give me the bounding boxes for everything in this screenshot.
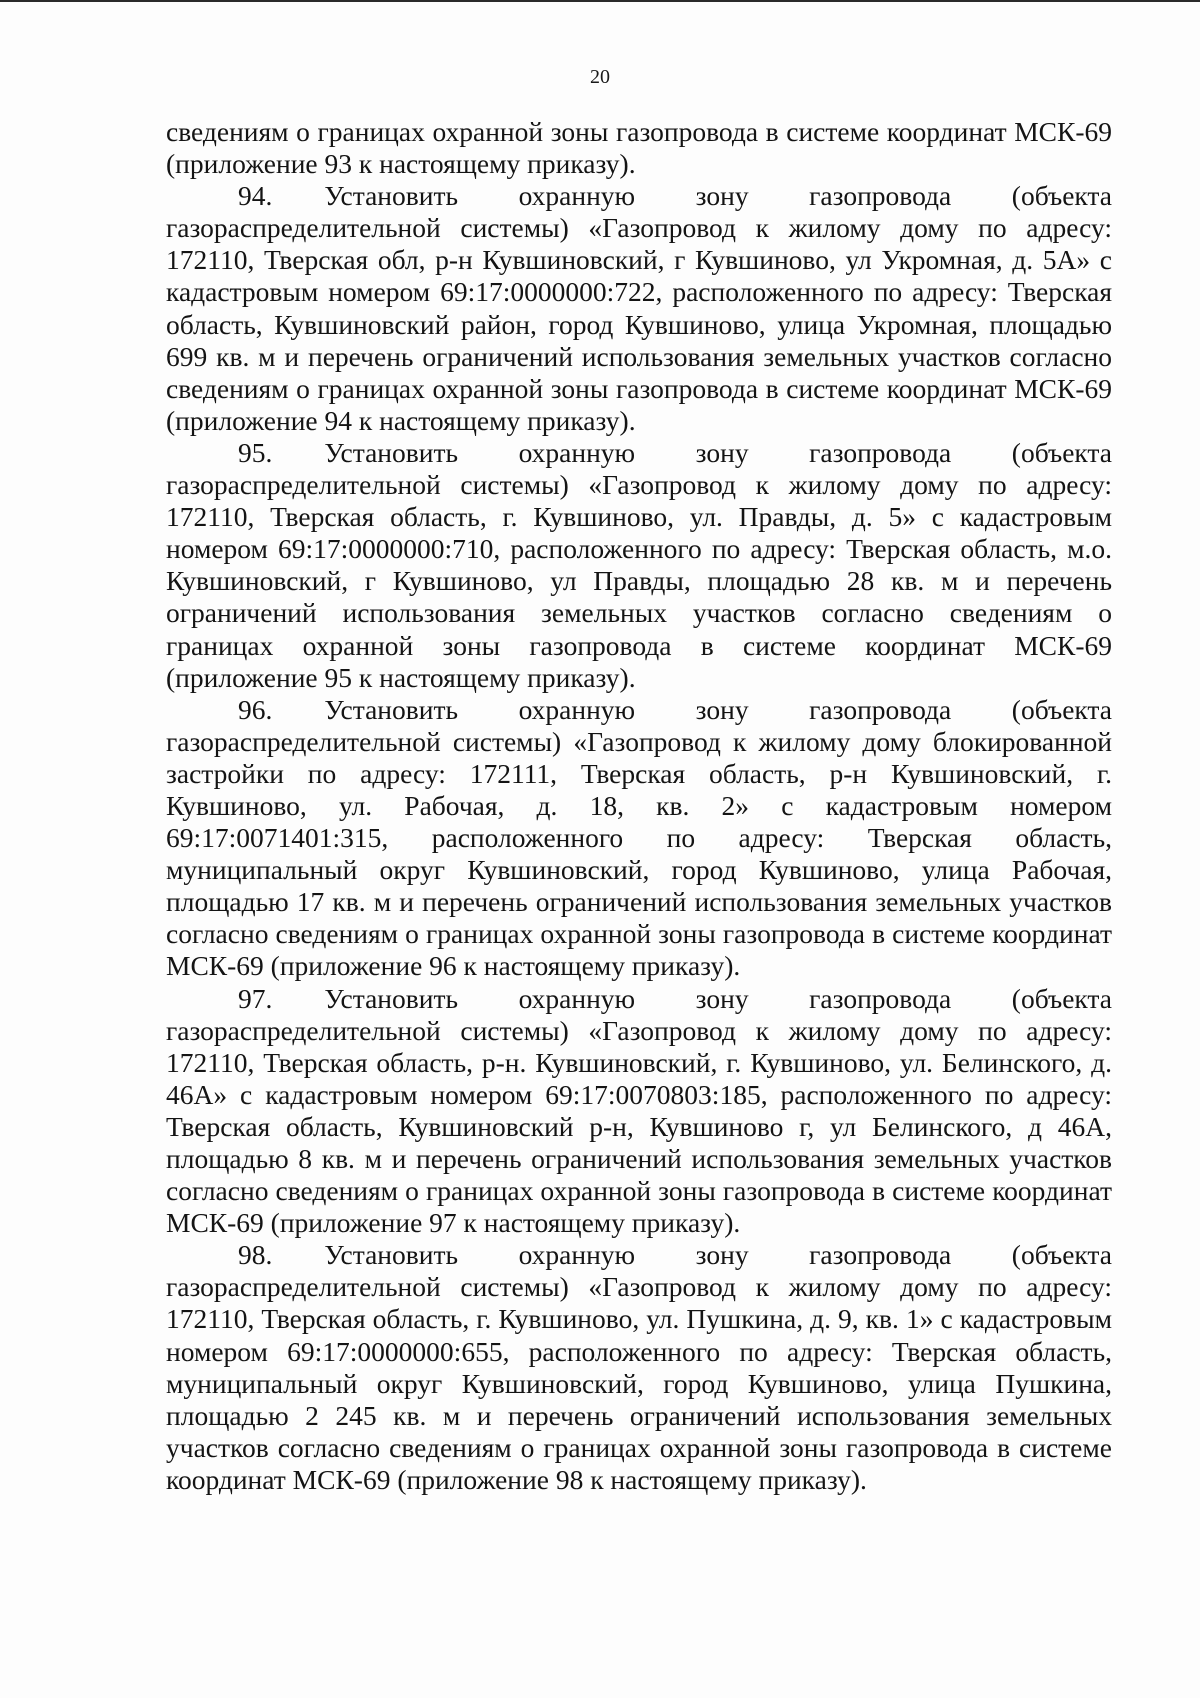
paragraph-text: сведениям о границах охранной зоны газопровода в системе координат МСК-69 (приложение 93 к настоящему приказу).: [166, 116, 1112, 180]
document-body: [166, 116, 1112, 1496]
paragraph-number: 97.: [238, 982, 273, 1014]
paragraph-number: 96.: [238, 693, 273, 725]
paragraph-item-96: [166, 694, 1112, 983]
paragraph-item-95: [166, 437, 1112, 694]
paragraph-text: Установить охранную зону газопровода (объекта газораспределительной системы) «Газопровод к жилому дому по адресу: 172110, Тверская область, г. Кувшиново, ул. Правды, д. 5» с кадастровым номером 69:17:0000000:710, расположенного по адресу: Тверская область, м.о. Кувшиновский, г Кувшиново, ул Правды, площадью 28 кв. м и перечень ограничений использования земельных участков согласно сведениям о границах охранной зоны газопровода в системе координат МСК-69 (приложение 95 к настоящему приказу).: [166, 436, 1112, 693]
paragraph-item-94: [166, 180, 1112, 437]
paragraph-item-97: [166, 983, 1112, 1240]
paragraph-number: 98.: [238, 1239, 273, 1271]
paragraph-number: 95.: [238, 436, 273, 468]
paragraph-item-98: [166, 1239, 1112, 1496]
paragraph-text: Установить охранную зону газопровода (объекта газораспределительной системы) «Газопровод к жилому дому по адресу: 172110, Тверская область, р-н. Кувшиновский, г. Кувшиново, ул. Белинского, д. 46А» с кадастровым номером 69:17:0070803:185, расположенного по адресу: Тверская область, Кувшиновский р-н, Кувшиново г, ул Белинского, д 46А, площадью 8 кв. м и перечень ограничений использования земельных участков согласно сведениям о границах охранной зоны газопровода в системе координат МСК-69 (приложение 97 к настоящему приказу).: [166, 982, 1112, 1239]
paragraph-text: Установить охранную зону газопровода (объекта газораспределительной системы) «Газопровод к жилому дому по адресу: 172110, Тверская обл, р-н Кувшиновский, г Кувшиново, ул Укромная, д. 5А» с кадастровым номером 69:17:0000000:722, расположенного по адресу: Тверская область, Кувшиновский район, город Кувшиново, улица Укромная, площадью 699 кв. м и перечень ограничений использования земельных участков согласно сведениям о границах охранной зоны газопровода в системе координат МСК-69 (приложение 94 к настоящему приказу).: [166, 180, 1112, 436]
paragraph-continuation: [166, 116, 1112, 180]
paragraph-text: Установить охранную зону газопровода (объекта газораспределительной системы) «Газопровод к жилому дому блокированной застройки по адресу: 172111, Тверская область, р-н Кувшиновский, г. Кувшиново, ул. Рабочая, д. 18, кв. 2» с кадастровым номером 69:17:0071401:315, расположенного по адресу: Тверская область, муниципальный округ Кувшиновский, город Кувшиново, улица Рабочая, площадью 17 кв. м и перечень ограничений использования земельных участков согласно сведениям о границах охранной зоны газопровода в системе координат МСК-69 (приложение 96 к настоящему приказу).: [166, 693, 1112, 982]
page-number: 20: [590, 66, 610, 88]
paragraph-text: Установить охранную зону газопровода (объекта газораспределительной системы) «Газопровод к жилому дому по адресу: 172110, Тверская область, г. Кувшиново, ул. Пушкина, д. 9, кв. 1» с кадастровым номером 69:17:0000000:655, расположенного по адресу: Тверская область, муниципальный округ Кувшиновский, город Кувшиново, улица Пушкина, площадью 2 245 кв. м и перечень ограничений использования земельных участков согласно сведениям о границах охранной зоны газопровода в системе координат МСК-69 (приложение 98 к настоящему приказу).: [166, 1239, 1112, 1495]
paragraph-number: 94.: [238, 180, 273, 212]
